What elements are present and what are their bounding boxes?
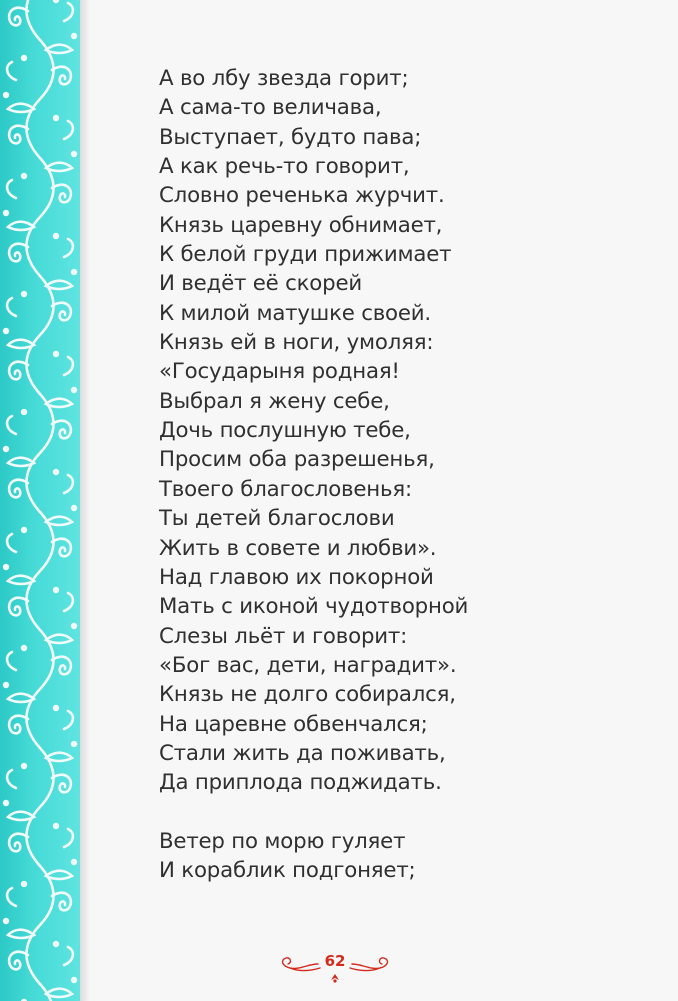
- verse-line: Жить в совете и любви».: [159, 535, 437, 561]
- verse-line: «Государыня родная!: [159, 359, 400, 385]
- ornament-dot: [53, 941, 59, 947]
- ornament-dot: [3, 564, 9, 570]
- verse-line: Стали жить да поживать,: [159, 740, 446, 766]
- ornament-dot: [21, 881, 27, 887]
- ornament-dot: [53, 587, 59, 593]
- ornament-dot: [71, 623, 77, 629]
- stanza-2: [159, 827, 659, 886]
- verse-line: Твоего благословенья:: [159, 476, 412, 502]
- ornament-dot: [53, 0, 59, 3]
- ornament-dot: [71, 151, 77, 157]
- ornament-dot: [3, 210, 9, 216]
- verse-line: Просим оба разрешенья,: [159, 447, 435, 473]
- verse-line: Слезы льёт и говорит:: [159, 623, 408, 649]
- border-shadow: [80, 0, 90, 1001]
- ornament-dot: [21, 291, 27, 297]
- poem-text: [159, 64, 659, 886]
- verse-line: К милой матушке своей.: [159, 300, 432, 326]
- ornament-dot: [71, 269, 77, 275]
- verse-line: Князь ей в ноги, умоляя:: [159, 330, 434, 356]
- ornament-dot: [3, 800, 9, 806]
- ornament-dot: [21, 527, 27, 533]
- ornament-dot: [53, 351, 59, 357]
- verse-line: А как речь-то говорит,: [159, 154, 410, 180]
- verse-line: К белой груди прижимает: [159, 242, 452, 268]
- verse-line: А сама-то величава,: [159, 95, 382, 121]
- decorative-border: [0, 0, 80, 1001]
- ornament-dot: [3, 446, 9, 452]
- ornament-dot: [53, 233, 59, 239]
- verse-line: Князь царевну обнимает,: [159, 212, 443, 238]
- stanza-1: [159, 64, 659, 798]
- ornament-dot: [3, 682, 9, 688]
- verse-line: Ты детей благослови: [159, 506, 395, 532]
- ornament-dot: [53, 705, 59, 711]
- verse-line: Над главою их покорной: [159, 564, 434, 590]
- ornament-dot: [21, 645, 27, 651]
- page-footer: [270, 944, 400, 984]
- ornament-dot: [3, 918, 9, 924]
- ornament-dot: [53, 115, 59, 121]
- verse-line: Выступает, будто пава;: [159, 124, 422, 150]
- verse-line: Да приплода поджидать.: [159, 770, 442, 796]
- ornament-dot: [21, 763, 27, 769]
- verse-line: Словно реченька журчит.: [159, 183, 445, 209]
- ornament-dot: [53, 823, 59, 829]
- ornament-dot: [71, 33, 77, 39]
- verse-line: А во лбу звезда горит;: [159, 66, 409, 91]
- ornament-dot: [21, 173, 27, 179]
- ornament-dot: [71, 505, 77, 511]
- page-number: 62: [324, 952, 346, 970]
- ornament-dot: [3, 328, 9, 334]
- ornament-dot: [3, 92, 9, 98]
- verse-line: Дочь послушную тебе,: [159, 418, 411, 444]
- verse-line: И ведёт её скорей: [159, 271, 362, 297]
- verse-line: «Бог вас, дети, наградит».: [159, 652, 457, 678]
- ornament-dot: [53, 469, 59, 475]
- verse-line: Князь не долго собирался,: [159, 682, 456, 708]
- floral-scroll-ornament-icon: [0, 0, 80, 1001]
- ornament-dot: [21, 55, 27, 61]
- stanza-break: [159, 798, 659, 827]
- verse-line: Выбрал я жену себе,: [159, 388, 390, 414]
- ornament-dot: [71, 741, 77, 747]
- verse-line: Мать с иконой чудотворной: [159, 594, 469, 620]
- verse-line: Ветер по морю гуляет: [159, 828, 406, 854]
- ornament-dot: [21, 409, 27, 415]
- ornament-dot: [71, 387, 77, 393]
- ornament-dot: [71, 977, 77, 983]
- verse-line: На царевне обвенчался;: [159, 711, 428, 737]
- ornament-dot: [71, 859, 77, 865]
- verse-line: И кораблик подгоняет;: [159, 858, 416, 884]
